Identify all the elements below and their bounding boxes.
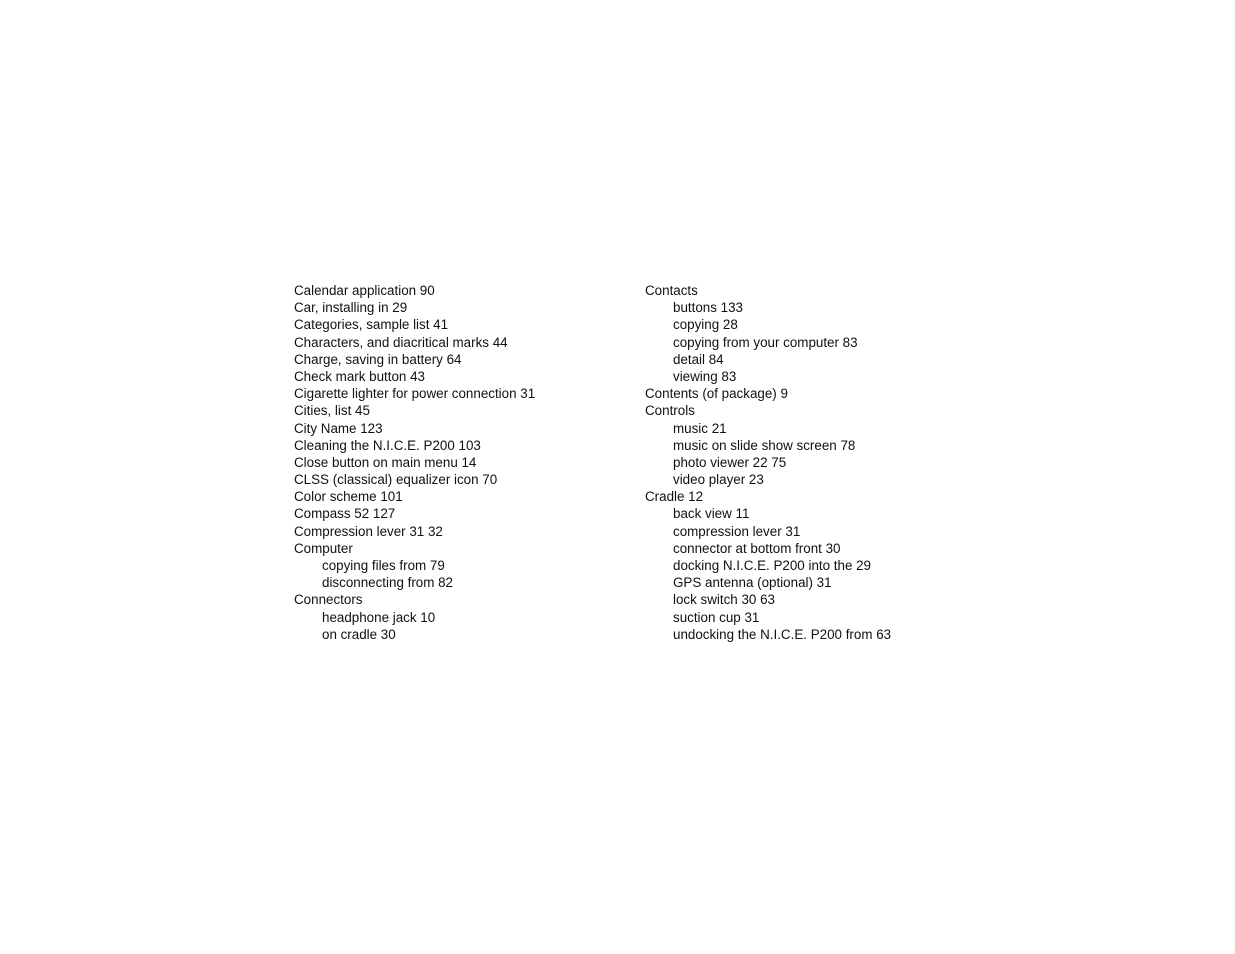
index-subentry: on cradle 30	[322, 626, 396, 642]
index-entry: City Name 123	[294, 420, 383, 436]
index-entry: Cradle 12	[645, 489, 704, 505]
index-subentry: disconnecting from 82	[322, 575, 454, 591]
index-subentry: copying files from 79	[322, 558, 445, 573]
index-entry: Charge, saving in battery 64	[294, 351, 462, 367]
index-entry: Check mark button 43	[294, 368, 425, 384]
index-subentry: buttons 133	[673, 300, 743, 316]
index-subentry: back view 11	[673, 506, 750, 522]
index-subentry: detail 84	[673, 351, 724, 367]
index-entry: Cities, list 45	[294, 403, 370, 419]
index-entry: Car, installing in 29	[294, 300, 408, 316]
index-entry: CLSS (classical) equalizer icon 70	[294, 472, 498, 488]
index-subentry: connector at bottom front 30	[673, 540, 841, 556]
index-entry: Cigarette lighter for power connection 31	[294, 386, 536, 402]
index-subentry: compression lever 31	[673, 523, 801, 539]
index-subentry: docking N.I.C.E. P200 into the 29	[673, 558, 872, 573]
index-column-left	[294, 282, 614, 643]
index-column-right	[645, 282, 985, 643]
index-subentry: headphone jack 10	[322, 609, 436, 625]
index-entry: Close button on main menu 14	[294, 454, 477, 470]
index-subentry: copying 28	[673, 317, 738, 333]
index-entry: Contacts	[645, 283, 698, 298]
index-subentry: copying from your computer 83	[673, 334, 858, 350]
index-subentry: undocking the N.I.C.E. P200 from 63	[673, 626, 892, 642]
index-entry: Calendar application 90	[294, 283, 435, 298]
index-entry: Color scheme 101	[294, 489, 403, 505]
index-subentry: video player 23	[673, 472, 764, 488]
index-subentry: music on slide show screen 78	[673, 437, 856, 453]
index-entry: Compass 52 127	[294, 506, 396, 522]
index-entry: Connectors	[294, 592, 363, 608]
index-subentry: photo viewer 22 75	[673, 454, 787, 470]
index-subentry: suction cup 31	[673, 609, 760, 625]
index-subentry: GPS antenna (optional) 31	[673, 575, 832, 591]
index-entry: Characters, and diacritical marks 44	[294, 334, 508, 350]
index-entry: Categories, sample list 41	[294, 317, 449, 333]
index-subentry: lock switch 30 63	[673, 592, 775, 608]
index-entry: Controls	[645, 403, 695, 419]
index-entry: Compression lever 31 32	[294, 523, 443, 539]
index-entry: Contents (of package) 9	[645, 386, 788, 402]
index-entry: Cleaning the N.I.C.E. P200 103	[294, 437, 481, 453]
index-subentry: viewing 83	[673, 368, 737, 384]
index-subentry: music 21	[673, 420, 727, 436]
index-entry: Computer	[294, 540, 353, 556]
